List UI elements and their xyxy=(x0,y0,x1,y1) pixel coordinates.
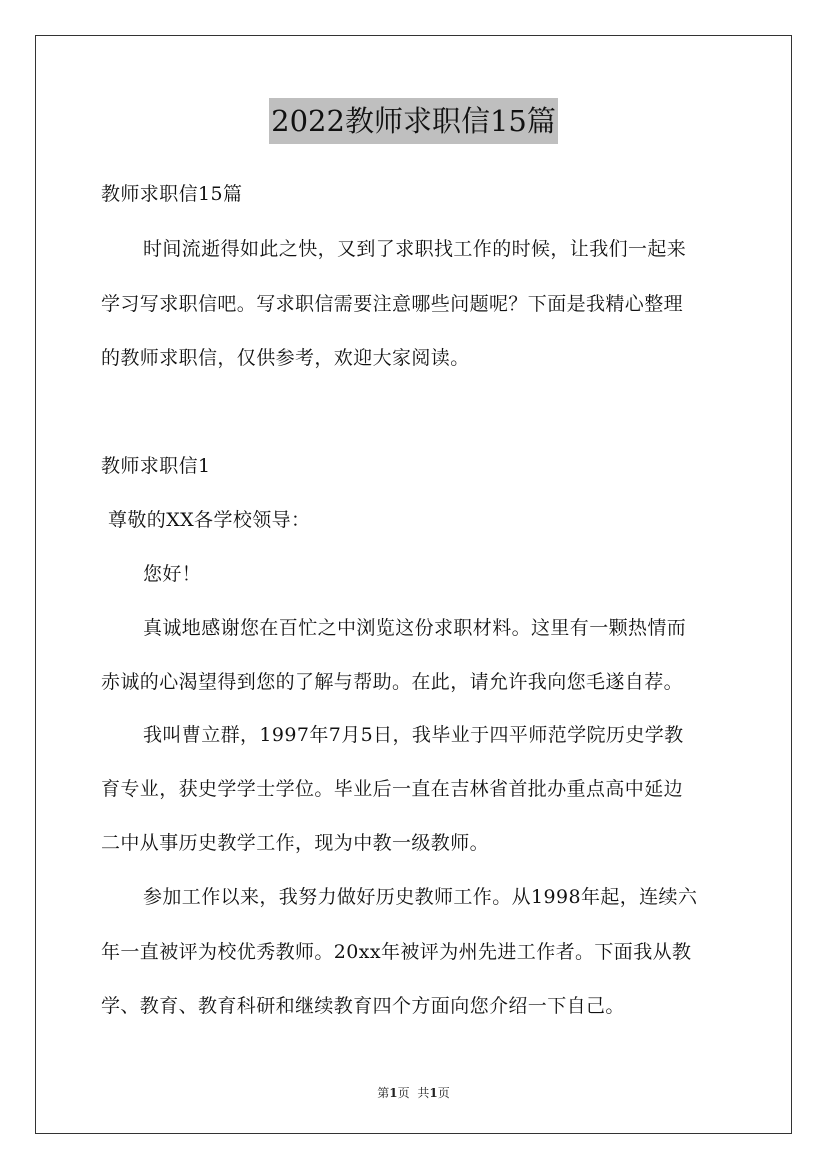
page-number: 1 xyxy=(389,1086,398,1100)
para2-line-1: 我叫曹立群，1997年7月5日，我毕业于四平师范学院历史学教 xyxy=(143,724,684,746)
total-pages: 1 xyxy=(429,1086,438,1100)
para2-line-3: 二中从事历史教学工作，现为中教一级教师。 xyxy=(101,832,490,854)
total-label: 页 xyxy=(437,1086,450,1100)
page-label: 页 xyxy=(397,1086,410,1100)
para3-line-2: 年一直被评为校优秀教师。20xx年被评为州先进工作者。下面我从教 xyxy=(101,941,692,963)
para1-line-2: 赤诚的心渴望得到您的了解与帮助。在此，请允许我向您毛遂自荐。 xyxy=(101,671,684,693)
title-container xyxy=(0,98,827,144)
para3-line-1: 参加工作以来，我努力做好历史教师工作。从1998年起，连续六 xyxy=(143,886,698,908)
para2-line-2: 育专业，获史学学士学位。毕业后一直在吉林省首批办重点高中延边 xyxy=(101,778,684,800)
page-footer xyxy=(0,1084,827,1101)
total-prefix: 共 xyxy=(417,1086,430,1100)
intro-line-1: 时间流逝得如此之快，又到了求职找工作的时候，让我们一起来 xyxy=(143,238,687,260)
intro-line-2: 学习写求职信吧。写求职信需要注意哪些问题呢？下面是我精心整理 xyxy=(101,293,684,315)
document-title: 2022教师求职信15篇 xyxy=(269,98,558,144)
para1-line-1: 真诚地感谢您在百忙之中浏览这份求职材料。这里有一颗热情而 xyxy=(143,617,687,639)
document-subtitle: 教师求职信15篇 xyxy=(101,183,243,205)
greeting: 您好！ xyxy=(143,563,202,585)
intro-line-3: 的教师求职信，仅供参考，欢迎大家阅读。 xyxy=(101,347,470,369)
salutation: 尊敬的XX各学校领导： xyxy=(108,509,311,531)
page-prefix: 第 xyxy=(377,1086,390,1100)
section-heading: 教师求职信1 xyxy=(101,455,211,477)
para3-line-3: 学、教育、教育科研和继续教育四个方面向您介绍一下自己。 xyxy=(101,995,625,1017)
